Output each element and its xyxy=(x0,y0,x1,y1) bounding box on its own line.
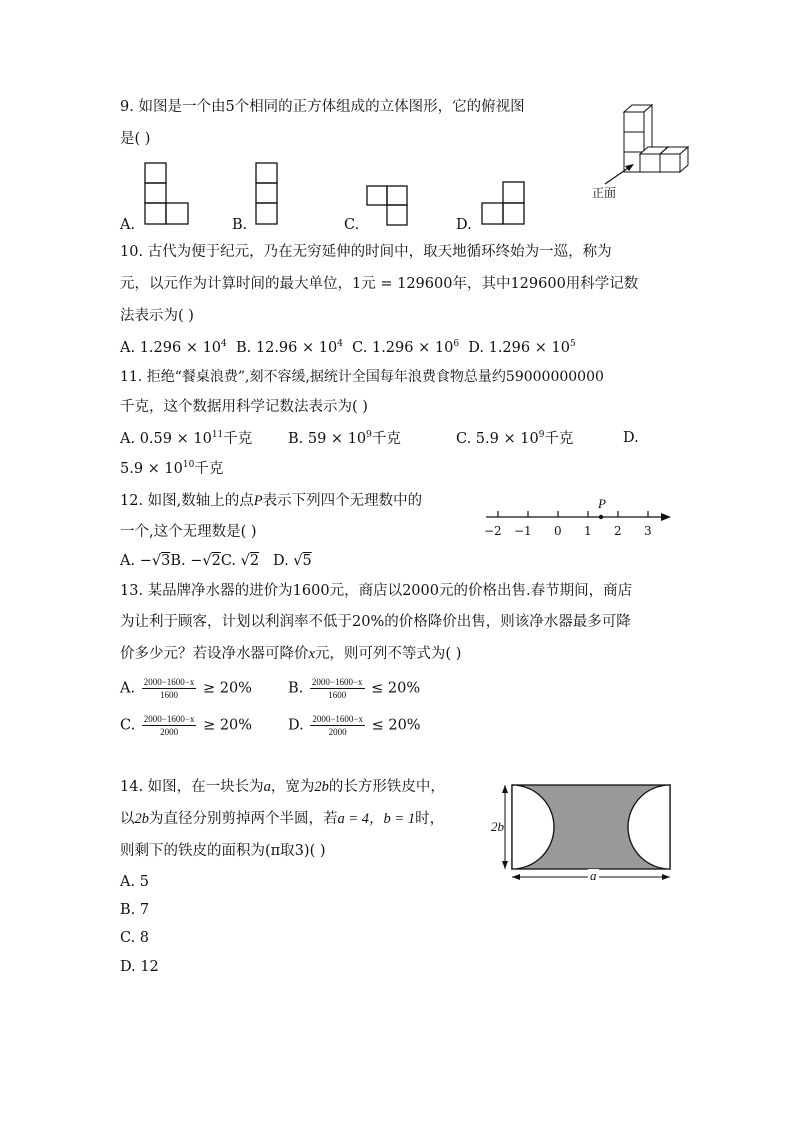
q14-line1: 14. 如图，在一块长为a，宽为2b的长方形铁皮中， xyxy=(120,779,445,795)
q14-line2: 以2b为直径分别剪掉两个半圆，若a = 4，b = 1时， xyxy=(120,811,445,827)
q9-option-b: B. xyxy=(232,217,248,233)
q13-option-c: C. $\frac{2000-1600-x}{2000}$ ≥ 20% xyxy=(120,714,253,737)
q10-option-b: B. $12.96 \times 10^4$ xyxy=(236,339,343,356)
q14-option-d: D. 12 xyxy=(120,959,159,975)
q9-option-c: C. xyxy=(344,217,360,233)
q9-option-d: D. xyxy=(456,217,472,233)
q11-line2: 千克，这个数据用科学记数法表示为( ) xyxy=(120,399,368,415)
q12-option-a: A. −√3 xyxy=(120,553,171,569)
q13-option-b: B. $\frac{2000-1600-x}{1600}$ ≤ 20% xyxy=(288,677,421,700)
front-label: 正面 xyxy=(592,186,617,200)
q9-stem-line1: 9. 如图是一个由5个相同的正方体组成的立体图形，它的俯视图 xyxy=(120,99,525,115)
q10-option-d: D. $1.296 \times 10^5$ xyxy=(468,339,576,356)
point-p-label: P xyxy=(598,496,606,511)
tick-label-1: 1 xyxy=(584,524,592,538)
fig-label-a: a xyxy=(590,868,597,883)
q11-option-d: $5.9 \times 10^{10}$千克 xyxy=(120,460,224,477)
q11-option-d-label: D. xyxy=(623,430,639,446)
q11-option-b: B. $59 \times 10^9$千克 xyxy=(288,430,401,447)
q10-line1: 10. 古代为便于纪元，乃在无穷延伸的时间中，取天地循环终始为一巡，称为 xyxy=(120,244,612,260)
q13-option-a: A. $\frac{2000-1600-x}{1600}$ ≥ 20% xyxy=(120,677,252,700)
fig-label-2b: 2b xyxy=(491,819,504,834)
q12-option-c: C. √2 xyxy=(220,553,260,569)
q13-line2: 为让利于顾客，计划以利润率不低于20%的价格降价出售，则该净水器最多可降 xyxy=(120,614,631,630)
tick-label-neg1: −1 xyxy=(514,524,532,538)
q14-option-c: C. 8 xyxy=(120,930,150,946)
q12-line1: 12. 如图,数轴上的点P表示下列四个无理数中的 xyxy=(120,493,423,509)
q10-line3: 法表示为( ) xyxy=(120,308,194,324)
q10-line2: 元，以元作为计算时间的最大单位，1元 = 129600年，其中129600用科学记数 xyxy=(120,276,639,292)
q12-line2: 一个,这个无理数是( ) xyxy=(120,524,257,540)
q14-line3: 则剩下的铁皮的面积为(π取3)( ) xyxy=(120,843,326,859)
q13-line3: 价多少元？若设净水器可降价x元，则可列不等式为( ) xyxy=(120,646,462,662)
q10-option-a: A. $1.296 \times 10^4$ xyxy=(120,339,227,356)
q10-option-c: C. $1.296 \times 10^6$ xyxy=(352,339,460,356)
tick-label-2: 2 xyxy=(614,524,622,538)
q12-option-d: D. √5 xyxy=(272,553,312,569)
q9-stem-line2: 是( ) xyxy=(120,131,151,147)
q13-line1: 13. 某品牌净水器的进价为1600元，商店以2000元的价格出售.春节期间，商店 xyxy=(120,583,633,599)
q12-option-b: B. −√2 xyxy=(170,553,221,569)
tick-label-neg2: −2 xyxy=(484,524,502,538)
q11-option-a: A. $0.59 \times 10^{11}$千克 xyxy=(120,430,253,447)
q14-option-a: A. 5 xyxy=(120,874,149,890)
q11-option-c: C. $5.9 \times 10^9$千克 xyxy=(456,430,574,447)
tick-label-3: 3 xyxy=(644,524,652,538)
q11-line1: 11. 拒绝“餐桌浪费”,刻不容缓,据统计全国每年浪费食物总量约59000000000 xyxy=(120,369,604,385)
q9-option-a: A. xyxy=(120,217,136,233)
tick-label-0: 0 xyxy=(554,524,562,538)
q13-option-d: D. $\frac{2000-1600-x}{2000}$ ≤ 20% xyxy=(288,714,421,737)
q14-option-b: B. 7 xyxy=(120,902,150,918)
